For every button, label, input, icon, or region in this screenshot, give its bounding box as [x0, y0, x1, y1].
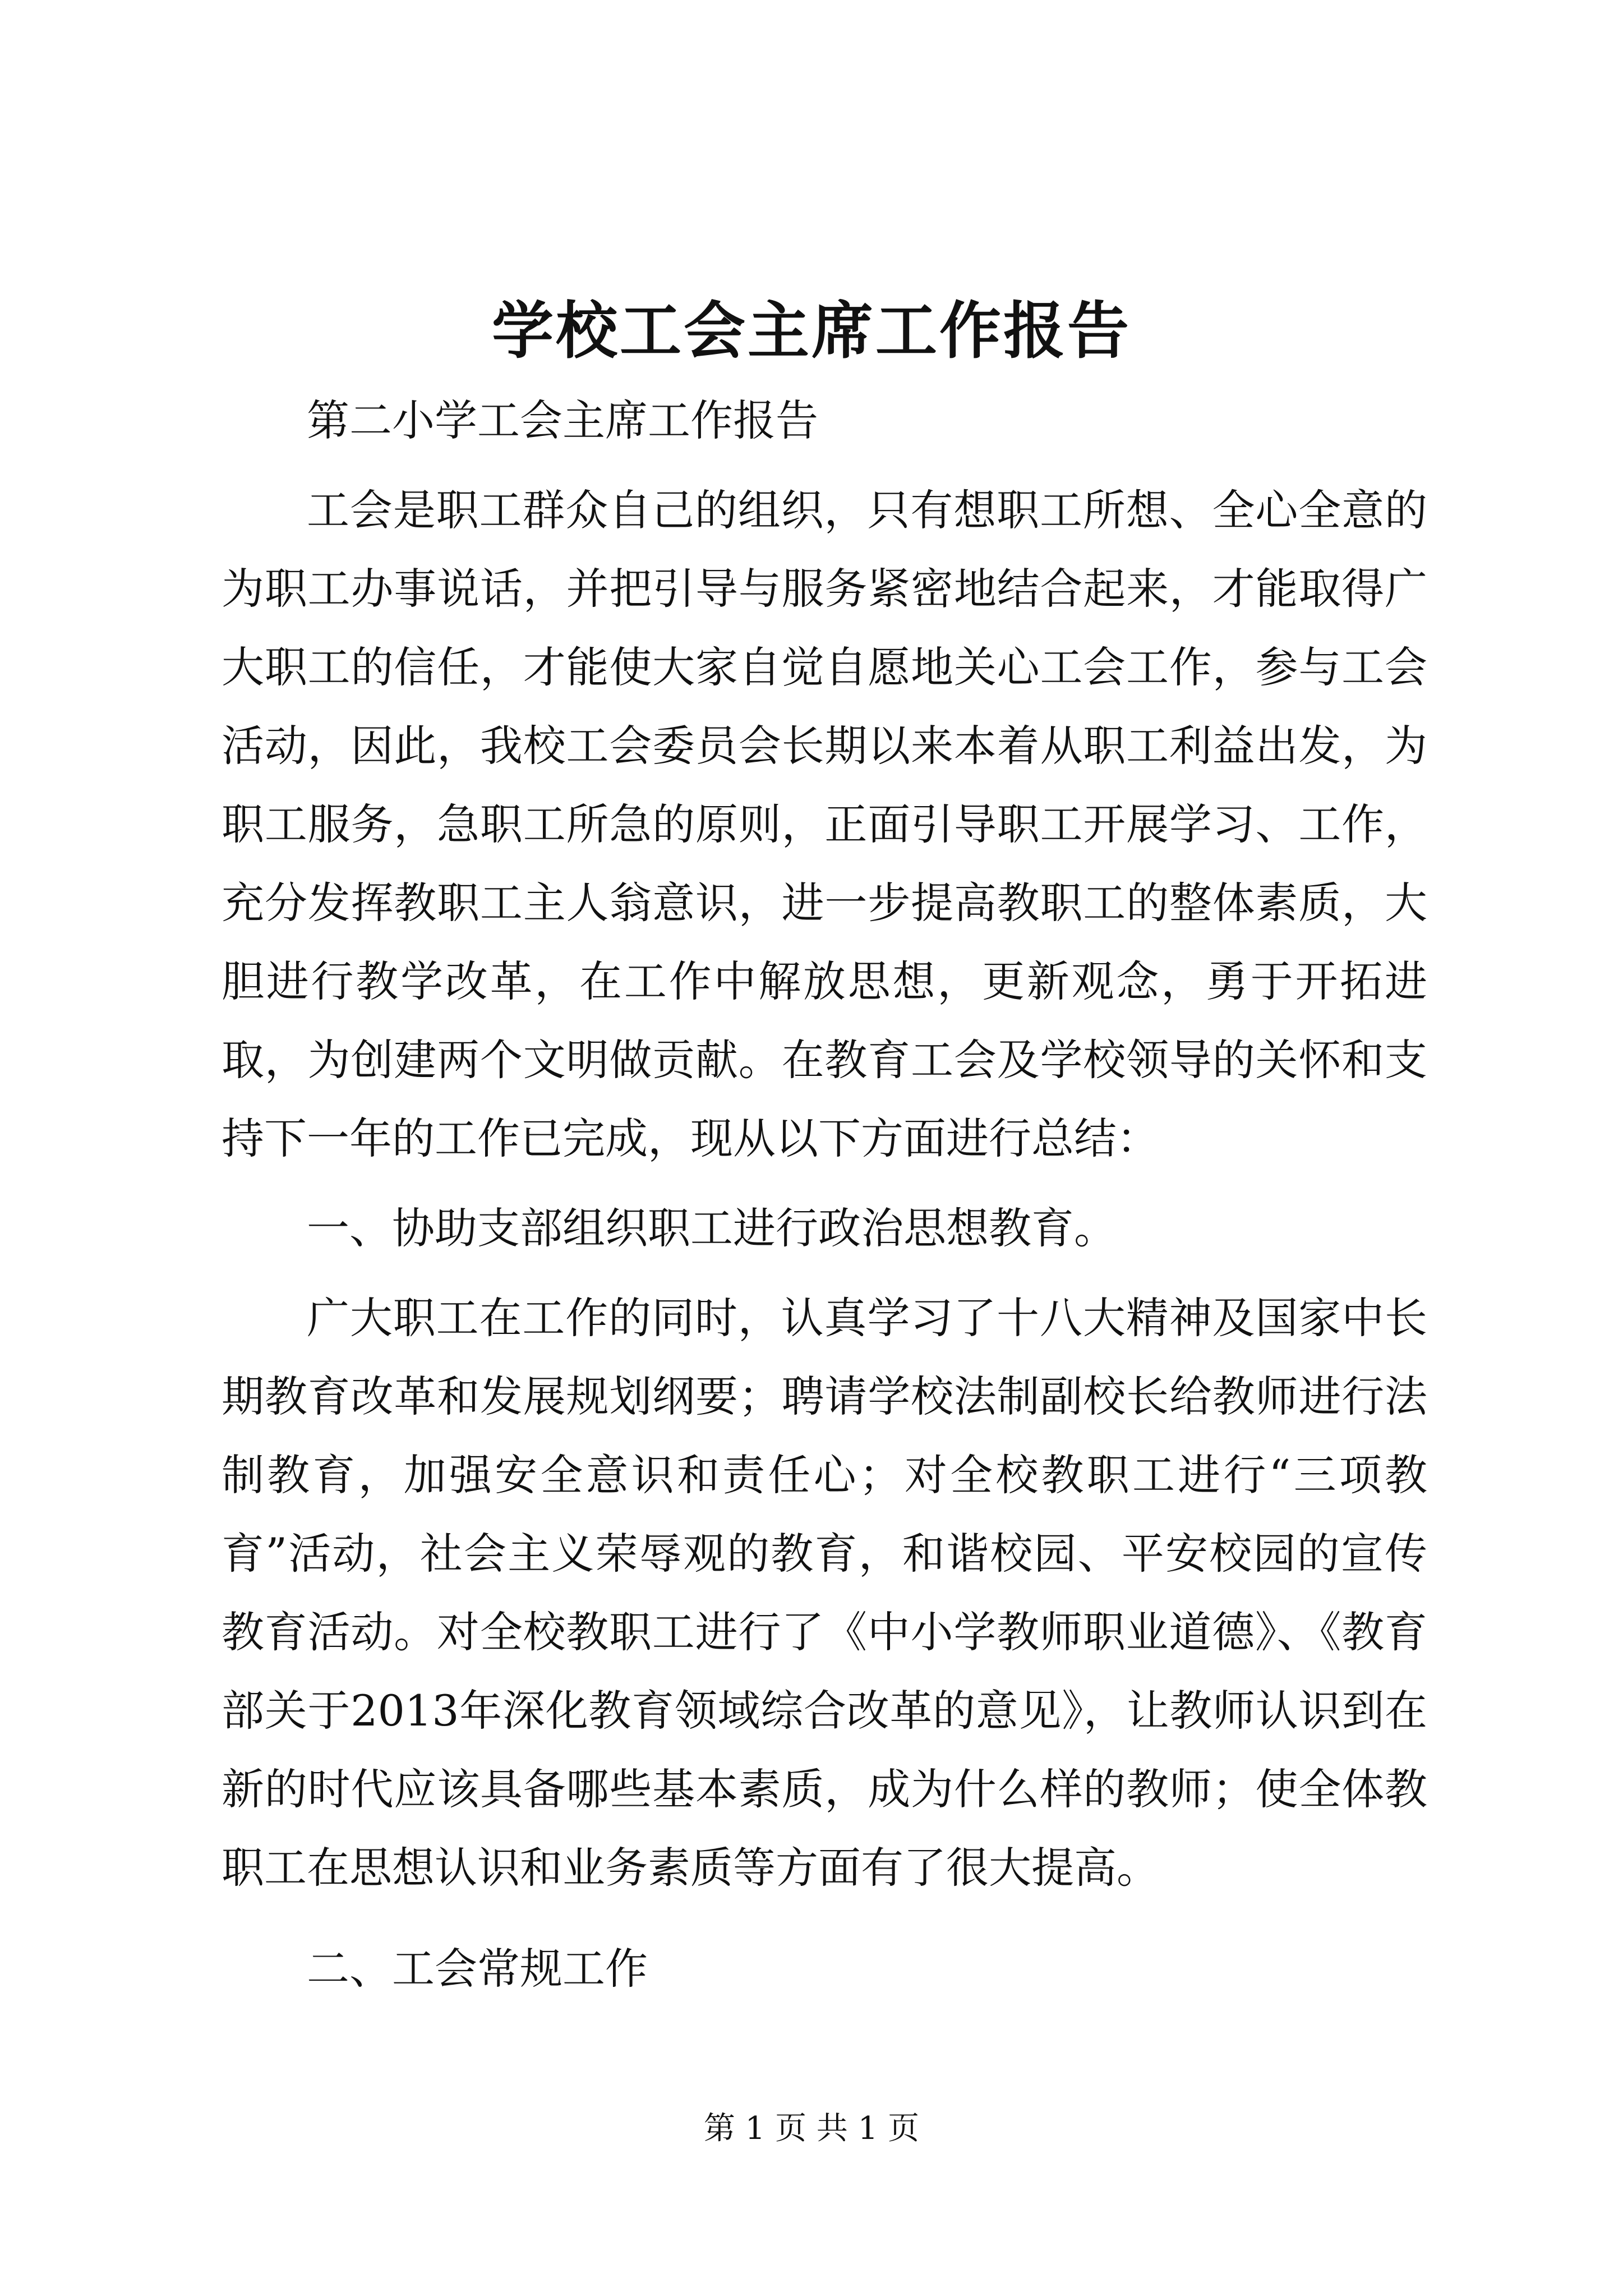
page-footer: 第 1 页 共 1 页 — [703, 2110, 920, 2147]
document-body — [222, 381, 1427, 2008]
paragraph-intro: 工会是职工群众自己的组织，只有想职工所想、全心全意的为职工办事说话，并把引导与服务紧密地结合起来，才能取得广大职工的信任，才能使大家自觉自愿地关心工会工作，参与工会活动，因此，我校工会委员会长期以来本着从职工利益出发，为职工服务，急职工所急的原则，正面引导职工开展学习、工作，充分发挥教职工主人翁意识，进一步提高教职工的整体素质，大胆进行教学改革，在工作中解放思想，更新观念，勇于开拓进取，为创建两个文明做贡献。在教育工会及学校领导的关怀和支持下一年的工作已完成，现从以下方面进行总结： — [222, 485, 1427, 1163]
section-1-body: 广大职工在工作的同时，认真学习了十八大精神及国家中长期教育改革和发展规划纲要；聘请学校法制副校长给教师进行法制教育，加强安全意识和责任心；对全校教职工进行“三项教育”活动，社会主义荣辱观的教育，和谐校园、平安校园的宣传教育活动。对全校教职工进行了《中小学教师职业道德》、《教育部关于2013年深化教育领域综合改革的意见》，让教师认识到在新的时代应该具备哪些基本素质，成为什么样的教师；使全体教职工在思想认识和业务素质等方面有了很大提高。 — [222, 1293, 1427, 1893]
document-subtitle: 第二小学工会主席工作报告 — [307, 395, 818, 445]
section-2-heading: 二、工会常规工作 — [307, 1944, 648, 1994]
section-1-heading: 一、协助支部组织职工进行政治思想教育。 — [307, 1203, 1117, 1253]
document-title: 学校工会主席工作报告 — [492, 295, 1131, 367]
